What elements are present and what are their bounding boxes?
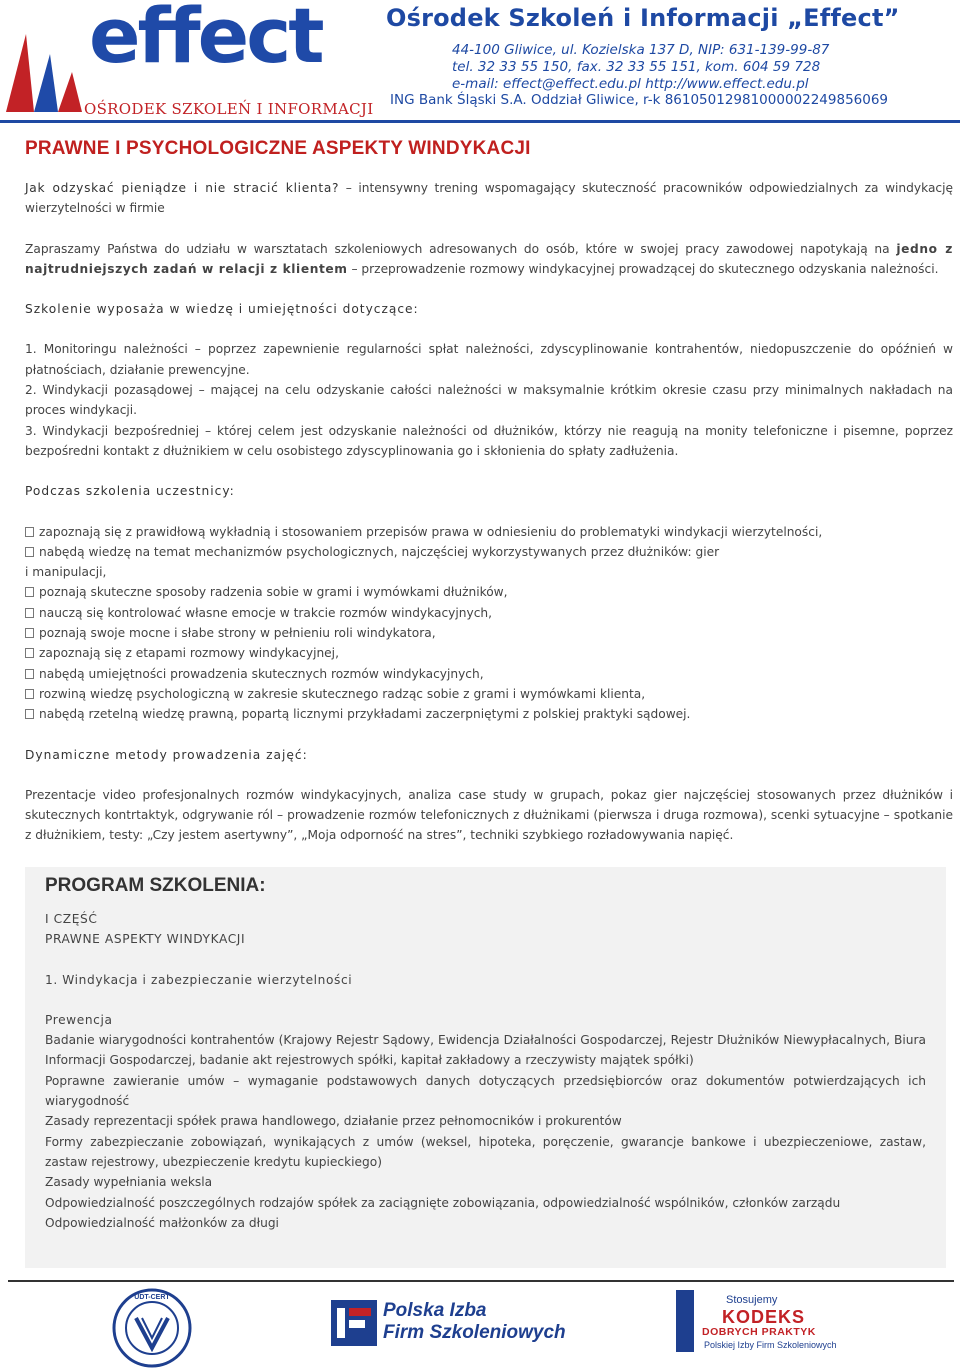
- logo-subtitle: OŚRODEK SZKOLEŃ I INFORMACJI: [84, 100, 374, 118]
- bullet-box-icon: [25, 547, 34, 557]
- list-item: poznają skuteczne sposoby radzenia sobie w grami i wymówkami dłużników,: [25, 582, 953, 602]
- intro-text-end: – przeprowadzenie rozmowy windykacyjnej prowadzącej do skutecznego odzyskania należności.: [347, 261, 939, 276]
- program-item: Odpowiedzialność poszczególnych rodzajów spółek za zaciągnięte zobowiązania, odpowiedzialność wspólników, członków zarządu: [45, 1195, 841, 1210]
- program-item: Badanie wiarygodności kontrahentów (Krajowy Rejestr Sądowy, Ewidencja Działalności Gospodarczej, Rejestr Dłużników Niewypłacalnych, Biura Informacji Gospodarczej, badanie akt rejestrowych spółki, kapitał zakładowy a rzeczywisty majątek spółki): [45, 1033, 926, 1068]
- program-item: Formy zabezpieczanie zobowiązań, wynikających z umów (weksel, hipoteka, poręczenie, gwarancje bankowe i ubezpieczeniowe, zastaw, zastaw rejestrowy, ubezpieczenie kredytu kupieckiego): [45, 1134, 926, 1169]
- bullet-box-icon: [25, 527, 34, 537]
- company-name: Ośrodek Szkoleń i Informacji „Effect”: [386, 4, 900, 32]
- list-item: nabędą rzetelną wiedzę prawną, popartą licznymi przykładami zaczerpniętymi z polskiej praktyki sądowej.: [25, 704, 953, 724]
- participants-list: [25, 522, 953, 725]
- list-item: nauczą się kontrolować własne emocje w trakcie rozmów windykacyjnych,: [25, 603, 953, 623]
- bullet-box-icon: [25, 628, 34, 638]
- kodeks-flag-icon: [676, 1290, 694, 1352]
- list-item: nabędą umiejętności prowadzenia skutecznych rozmów windykacyjnych,: [25, 664, 953, 684]
- methods-paragraph: Prezentacje video profesjonalnych rozmów windykacyjnych, analiza case study w grupach, pokaz gier najczęściej stosowanych przez dłużników i skutecznych kontrtaktyk, odgrywanie ról – prowadzenie rozmów telefonicznych z dłużnikami (pierwsza i druga rozmowa), scenki sytuacyjne – spotkanie z dłużnikiem, testy: „Czy jestem asertywny”, „Moja odporność na stres”, techniki szybkiego rozładowywania napięć.: [25, 787, 953, 843]
- skills-heading: Szkolenie wyposaża w wiedzę i umiejętności dotyczące:: [25, 302, 419, 317]
- document-title: PRAWNE I PSYCHOLOGICZNE ASPEKTY WINDYKACJI: [25, 138, 531, 159]
- svg-text:UDT-CERT: UDT-CERT: [134, 1294, 170, 1301]
- program-subsection: Prewencja: [45, 1012, 113, 1027]
- web-line: e-mail: effect@effect.edu.pl http://www.effect.edu.pl: [452, 76, 809, 92]
- pifs-emblem-icon: [331, 1300, 377, 1346]
- intro-paragraph: [25, 239, 953, 280]
- lead-paragraph: [25, 178, 953, 219]
- program-panel: [25, 867, 946, 1268]
- program-section: 1. Windykacja i zabezpieczanie wierzytelności: [45, 972, 353, 987]
- logo-mark-icon: [4, 14, 90, 114]
- document-body: [25, 138, 953, 846]
- kodeks-sub: Stosujemy: [726, 1294, 778, 1306]
- bullet-box-icon: [25, 709, 34, 719]
- program-item: Odpowiedzialność małżonków za długi: [45, 1215, 279, 1230]
- kodeks-subtitle: DOBRYCH PRAKTYK: [702, 1326, 816, 1338]
- footer-divider: [8, 1280, 954, 1282]
- participants-heading: Podczas szkolenia uczestnicy:: [25, 484, 235, 499]
- bullet-box-icon: [25, 608, 34, 618]
- list-item: nabędą wiedzę na temat mechanizmów psychologicznych, najczęściej wykorzystywanych przez dłużników: gier: [25, 542, 953, 562]
- address-line: 44-100 Gliwice, ul. Kozielska 137 D, NIP: 631-139-99-87: [452, 42, 830, 58]
- bullet-box-icon: [25, 669, 34, 679]
- list-item: zapoznają się z prawidłową wykładnią i stosowaniem przepisów prawa w odniesieniu do problematyki windykacji wierzytelności,: [25, 522, 953, 542]
- program-item: Poprawne zawieranie umów – wymaganie podstawowych danych dotyczących przedsiębiorców oraz dokumentów potwierdzających ich wiarygodność: [45, 1073, 926, 1109]
- header-divider: [0, 120, 960, 123]
- program-item: Zasady reprezentacji spółek prawa handlowego, działanie przez pełnomocników i prokurentów: [45, 1114, 622, 1129]
- methods-heading: Dynamiczne metody prowadzenia zajęć:: [25, 747, 308, 762]
- skill-item: 3. Windykacji bezpośredniej – której celem jest odzyskanie należności od dłużników, którzy nie reagują na monity telefoniczne i pisemne, poprzez bezpośredni kontakt z dłużnikiem w celu osobistego zdyscyplinowania go i skłonienia do spłaty zadłużenia.: [25, 423, 953, 458]
- bullet-box-icon: [25, 648, 34, 658]
- kodeks-badge: [676, 1290, 837, 1352]
- intro-emphasis: jedno z najtrudniejszych zadań w relacji z klientem: [25, 241, 953, 276]
- udt-cert-seal-icon: [112, 1288, 192, 1368]
- bank-account: ING Bank Śląski S.A. Oddział Gliwice, r-k 86105012981000002249856069: [390, 92, 889, 108]
- list-item-continued: i manipulacji,: [25, 565, 107, 580]
- pifs-logo: [331, 1296, 564, 1350]
- letterhead: [0, 0, 960, 122]
- lead-question: Jak odzyskać pieniądze i nie stracić klienta?: [25, 181, 340, 195]
- intro-text: Zapraszamy Państwa do udziału w warsztatach szkoleniowych adresowanych do osób, które w swojej pracy zawodowej napotykają na: [25, 241, 897, 256]
- logo-word: effect: [89, 0, 322, 80]
- effect-logo: [4, 0, 374, 118]
- skill-item: 2. Windykacji pozasądowej – mającej na celu odzyskanie całości należności w maksymalnie krótkim okresie czasu przy minimalnych nakładach na proces windykacji.: [25, 383, 953, 418]
- list-item: rozwiną wiedzę psychologiczną w zakresie skutecznego radząc sobie z grami i wymówkami klienta,: [25, 684, 953, 704]
- program-title: PROGRAM SZKOLENIA:: [45, 875, 266, 896]
- pifs-name: Polska Izba Firm Szkoleniowych: [383, 1300, 566, 1343]
- kodeks-org: Polskiej Izby Firm Szkoleniowych: [704, 1340, 837, 1350]
- list-item: zapoznają się z etapami rozmowy windykacyjnej,: [25, 643, 953, 663]
- lead-rest: – intensywny trening wspomagający skuteczność pracowników odpowiedzialnych za windykację wierzytelności w firmie: [25, 181, 953, 216]
- kodeks-title: KODEKS: [722, 1307, 806, 1327]
- program-item: Zasady wypełniania weksla: [45, 1175, 213, 1190]
- company-address: [452, 42, 829, 93]
- list-item: poznają swoje mocne i słabe strony w pełnieniu roli windykatora,: [25, 623, 953, 643]
- bullet-box-icon: [25, 587, 34, 597]
- skill-item: 1. Monitoringu należności – poprzez zapewnienie regularności spłat należności, zdyscyplinowanie kontrahentów, niedopuszczenie do opóźnień w płatnościach, działanie prewencyjne.: [25, 342, 953, 377]
- contact-line: tel. 32 33 55 150, fax. 32 33 55 151, kom. 604 59 728: [452, 59, 821, 75]
- program-part-title: PRAWNE ASPEKTY WINDYKACJI: [45, 932, 246, 947]
- program-part: I CZĘŚĆ: [45, 912, 98, 926]
- bullet-box-icon: [25, 689, 34, 699]
